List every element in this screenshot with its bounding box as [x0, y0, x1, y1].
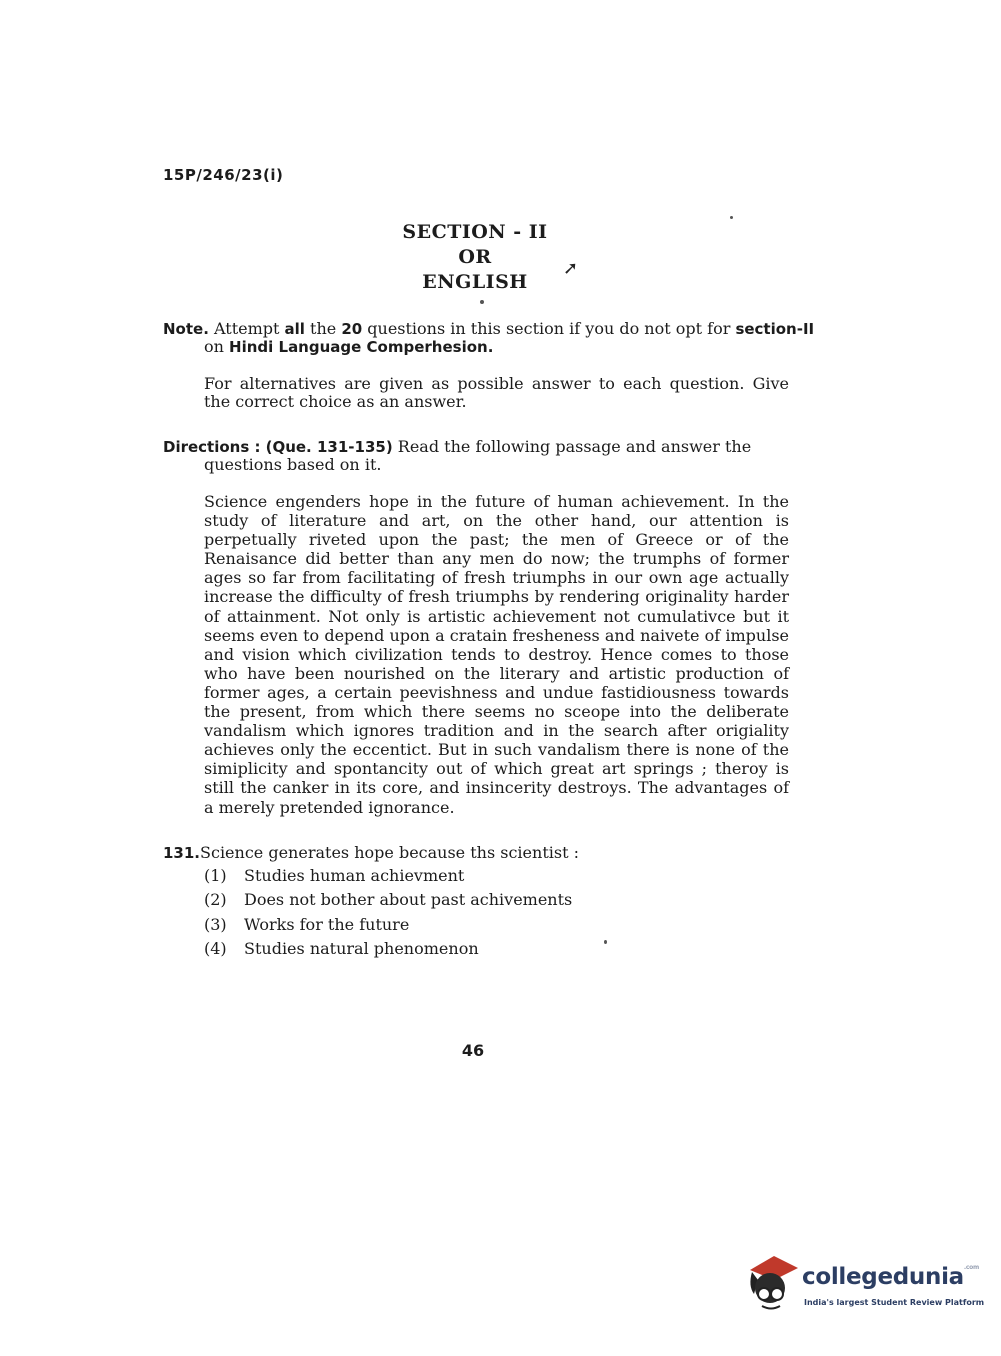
note-text: the — [304, 319, 342, 338]
question-number: 131. — [163, 844, 201, 862]
reading-passage: Science engenders hope in the future of human achievement. In the study of literature and art, on the other hand, our attention is perpetually riveted upon the past; the men of Greece or of the Renaisance did better than any men do now; the trumphs of former ages so far from facilitating of fresh triumphs in our own age actually increase the difficulty of fresh triumphs by rendering originality harder of attainment. Not only is artistic achievement not cumulativce but it seems even to depend upon a cratain fresheness and naivete of impulse and vision which civilization tends to destroy. Hence comes to those who have been nourished on the literary and artistic production of former ages, a certain peevishness and undue fastidiousness towards the present, from which there seems no sceope into the deliberate vandalism which ignores tradition and in the search after origiality achieves only the eccentict. But in such vandalism there is none of the simiplicity and spontancity out of which great art springs ; theroy is still the canker in its core, and insincerity destroys. The advantages of a merely pretended ignorance. — [204, 492, 789, 817]
speck — [730, 216, 733, 219]
speck — [604, 940, 607, 944]
option-text: Studies human achievment — [244, 866, 465, 885]
option-4[interactable] — [204, 939, 572, 963]
note-text: Attempt — [214, 319, 285, 338]
option-1[interactable] — [204, 866, 572, 890]
note-label: Note. — [163, 320, 209, 338]
pen-mark: ➚ — [563, 258, 579, 279]
directions-paragraph — [163, 438, 830, 474]
or-heading: OR — [458, 246, 492, 268]
alternatives-paragraph: For alternatives are given as possible answer to each question. Give the correct choice as an answer. — [204, 374, 789, 411]
option-number: (3) — [204, 914, 227, 934]
options-list — [204, 866, 572, 963]
paper-code: 15P/246/23(i) — [163, 166, 284, 184]
option-number: (4) — [204, 938, 227, 958]
question-text: Science generates hope because ths scientist : — [200, 843, 579, 862]
directions-range: (Que. 131-135) — [265, 438, 393, 456]
logo-wordmark — [802, 1264, 979, 1290]
collegedunia-logo[interactable] — [744, 1250, 985, 1320]
page-number: 46 — [461, 1041, 485, 1060]
option-3[interactable] — [204, 915, 572, 939]
note-bold-all: all — [284, 320, 305, 338]
note-bold-20: 20 — [341, 320, 363, 338]
option-text: Does not bother about past achivements — [244, 890, 573, 910]
note-text: on — [204, 337, 230, 356]
option-number: (1) — [204, 866, 227, 885]
directions-text: Read the following passage and answer the questions based on it. — [204, 437, 752, 474]
question-131 — [163, 844, 789, 862]
option-text: Studies natural phenomenon — [244, 938, 479, 958]
note-bold-section: section-II — [735, 320, 815, 338]
option-text: Works for the future — [244, 914, 410, 934]
logo-tagline: India's largest Student Review Platform — [804, 1298, 985, 1307]
note-bold-hindi: Hindi Language Comperhesion. — [229, 338, 494, 356]
subject-heading: ENGLISH — [422, 271, 528, 293]
note-paragraph — [163, 320, 830, 356]
logo-com-text: .com — [963, 1264, 979, 1271]
note-text: questions in this section if you do not opt for — [362, 319, 736, 338]
mascot-icon — [744, 1250, 802, 1312]
directions-label: Directions : — [163, 438, 261, 456]
option-2[interactable] — [204, 890, 572, 914]
logo-name-text: collegedunia — [802, 1264, 964, 1290]
option-number: (2) — [204, 890, 227, 910]
section-heading: SECTION - II — [402, 221, 548, 243]
speck — [480, 300, 484, 304]
